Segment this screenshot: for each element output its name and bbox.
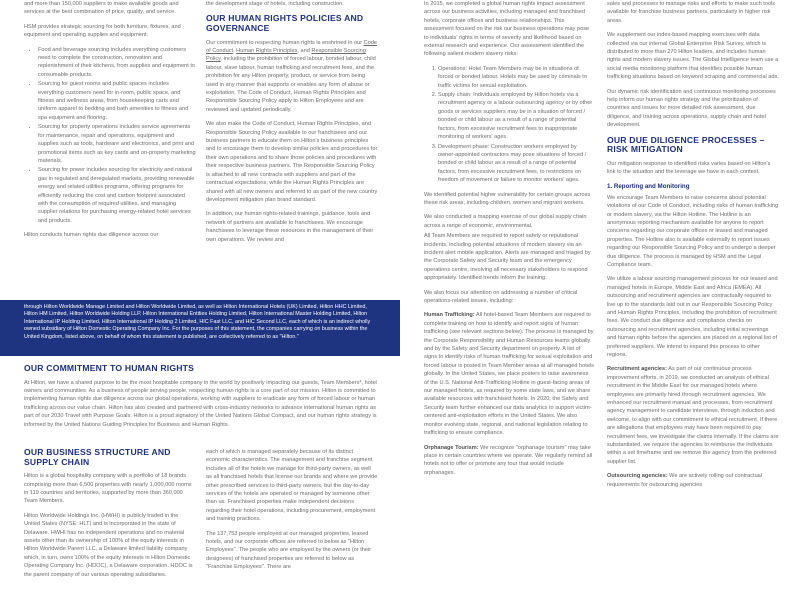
column-2-bottom [206, 448, 378, 600]
column-1-top [24, 0, 196, 300]
band-text: through Hilton Worldwide Manage Limited and Hilton Worldwide Limited, as well as Hilton International Hotels (UK) Limited, Hilton HHC Limited, Hilton HM Limited, Hilton Worldwide Holding LLP, Hilton International Entities Holding Limited, Hilton International Master Holding Limited, Hilton International IP Holding Limited, Hilton International IP Holding 2 Limited, HIC Fast LLC, and HIC Second LLC, each of which is an indirect wholly owned subsidiary of Hilton Domestic Operating Company Inc. For the purposes of this statement, the companies carrying on business within the United Kingdom, listed above, on behalf of whom this statement is published, are collectively referred to as "Hilton." [24, 304, 371, 340]
list-item: 1. Operations: Hotel Team Members may be in situations of forced or bonded labour. Hotels may be used by criminals to traffic victims for sexual exploitation. [438, 65, 594, 90]
recruitment-agencies-label: Recruitment agencies: [607, 366, 667, 373]
paragraph: the development stage of hotels, including construction. [206, 1, 344, 7]
sourcing-list [24, 46, 196, 226]
paragraph: In addition, our human rights-related trainings, guidance, tools and network of partners are available to franchisees. We encourage franchisees to leverage these resources in the management of their own operations. We review and [206, 211, 374, 243]
paragraph-commitment: Our commitment to respecting human rights is enshrined in our Code of Conduct, Human Rights Principles, and Responsible Sourcing Policy, including the prohibition of forced labour, bonded labour, child labour, slave labour, human trafficking and recruitment fees, and the prohibition for any Hilton property, product, or service from being used in any manner that supports or enables any form of abuse or exploitation. The Code of Conduct, Human Rights Principles and Responsible Sourcing Policy apply to Hilton Employees and are reviewed and updated periodically. [206, 39, 378, 113]
paragraph: The 137,753 people employed at our managed properties, leased hotels, and our corporate offices are referred to below as "Hilton Employees". The people who are employed by the owners (or their designees) of franchised properties are referred to below as "Franchise Employees". There are [206, 530, 372, 571]
list-item: • Sourcing for property operations includes service agreements for maintenance, repair and operations, equipment and supplies such as tools, hardware and electronics, and print and promotional items such as key cards and on-property marketing materials. [38, 123, 196, 165]
column-1-bottom [24, 446, 196, 600]
paragraph: each of which is managed separately because of its distinct economic characteristics. The management and franchise segment includes all of the hotels we manage for third-party owners, as well as all franchised hotels that license our brands and where we provide other prescribed services to third-party owners, but the day-to-day services of the hotels are operated or managed by someone other than us. Franchised properties make independent decisions regarding their hotel operations, including procurement, employment and training practices. [206, 449, 378, 523]
code-of-conduct-link[interactable]: Code of Conduct [206, 39, 378, 54]
list-item: 2. Supply chain: Individuals employed by Hilton hotels via a recruitment agency or a labour outsourcing agency or by other goods or services suppliers may be in a situation of forced / bonded or child labour as a result of a range of potential factors, from excessive recruitment fees to inappropriate monitoring of workers' ages. [438, 91, 594, 141]
paragraph: In 2015, we completed a global human rights impact assessment across our business activities, including managed and franchised hotels, corporate offices and business relationships. This assessment focused on the risk our business operations may pose to individuals' rights in terms of severity and likelihood based on external research and experience. Our assessment identified the following salient modern slavery risks: [424, 1, 590, 58]
list-item: • Sourcing for power includes sourcing for electricity and natural gas in regulated and deregulated markets, providing renewable energy and related utilities programs, offering programs for efficiently reducing the cost and carbon footprint associated with the consumption of required utilities, and managing supplier relations for purchasing energy-related hotel services and products. [38, 166, 196, 225]
paragraph: We encourage Team Members to raise concerns about potential violations of our Code of Conduct, including risks of human trafficking or modern slavery, via the Hilton Hotline. The Hotline is an anonymous reporting mechanism available for anyone to report concerns regarding our corporate offices or leased and managed properties. The Hotline also is available externally to report issues regarding our Responsible Sourcing Policy and to undergo a deeper due diligence. The process is managed by HSM and the Legal Compliance team. [607, 194, 779, 268]
list-item: 3. Development phase: Construction workers employed by owner-appointed contractors may pose situations of forced / bonded or child labour as a result of a range of potential factors, from excessive recruitment fees, to restrictions on freedom of movement or failure to monitor workers' ages. [438, 143, 594, 185]
section-heading-structure: OUR BUSINESS STRUCTURE AND SUPPLY CHAIN [24, 447, 171, 467]
paragraph: Our dynamic risk identification and continuous monitoring processes help inform our human rights strategy and the prioritization of countries and issues for more detailed risk assessment, due diligence, and training across operations, supply chain and hotel development. [607, 88, 776, 129]
paragraph-orphanage-tourism: Orphanage Tourism: We recognize "orphanage tourism" may take place in certain countries where we operate. We regularly remind all hotels not to offer or promote any tour that would include orphanages. [424, 444, 593, 476]
paragraph-outsourcing-agencies: Outsourcing agencies: We are actively rolling out contractual requirements for outsourcing agencies [607, 473, 763, 488]
entities-band [0, 300, 400, 356]
human-trafficking-label: Human Trafficking: [424, 312, 475, 319]
paragraph: At Hilton, we have a shared purpose to be the most hospitable company in the world by positively impacting our guests, Team Members*, hotel owners and communities. As a business of people serving people, respecting human rights is a core part of our mission. Hilton is committed to implementing human rights due diligence across our global operations, working with suppliers to eradicate any form of forced labour or human trafficking across our value chain. Hilton has also created and partnered with cross-industry networks to advance international human rights as part of our 2030 Travel with Purpose Goals. Hilton is a proud signatory of the United Nations Global Compact, and our human rights strategy is informed by the United Nations Guiding Principles for Business and Human Rights. [24, 379, 377, 428]
paragraph-recruitment-agencies: Recruitment agencies: As part of our continuous process improvement efforts, in 2019, we conducted an analysis of ethical recruitment in the Middle East for our managed hotels where employees are primarily hired through recruitment agencies. We enhanced our recruitment manual and processes, from recruitment agency management to candidate interviews, through induction and welcome, to align with our commitment to ethical recruitment. If there are allegations that employees may have been required to pay recruitment fees, we investigate the claims internally. If the claims are substantiated, we require the agencies to reimburse the individuals within a set timeframe and we remove the agency from the preferred supplier list. [607, 366, 779, 465]
risk-list [424, 65, 594, 185]
column-2-top [206, 0, 378, 300]
orphanage-tourism-label: Orphanage Tourism: [424, 444, 479, 451]
paragraph: We utilize a labour sourcing management process for our leased and managed hotels in Europe, Middle East and Africa (EMEA). All outsourcing and recruitment agencies are contractually required to live up to the standards laid out in our Responsible Sourcing Policy and Human Rights Principles, including the prohibition of recruitment fees. We conduct due diligence and compliance checks on outsourcing and recruitment agencies, including initial screenings and human rights before the agencies are placed on a regional list of preferred suppliers. We intend to expand this process to other regions. [607, 276, 778, 358]
paragraph: We supplement our index-based mapping exercises with data collected via our internal Global Enterprise Risk Survey, which is distributed to more than 270 Hilton leaders, and includes human rights and modern slavery issues. The Global Intelligence team use a social media monitoring platform that identifies possible human trafficking situations based on keyword scraping and commercial ads. [607, 32, 779, 81]
commitment-section [24, 362, 380, 444]
human-rights-principles-link[interactable]: Human Rights Principles [236, 48, 298, 54]
paragraph: We also make the Code of Conduct, Human Rights Principles, and Responsible Sourcing Policy available to our franchisees and our business partners to educate them on Hilton's business principles and to encourage them to develop similar policies and procedures for their own operations and to share those policies and procedures with their respective business partners. The Responsible Sourcing Policy is attached to all new contracts with suppliers and part of the contractual expectations, while the Human Rights Principles are shared with all new owners and referred to as part of the new country development mitigation plan brand standard. [206, 121, 378, 203]
section-heading-commitment: OUR COMMITMENT TO HUMAN RIGHTS [24, 363, 195, 373]
paragraph: sales and processes to manage risks and efforts to make such tools available for franchise business partners, particularly in higher risk areas. [607, 1, 776, 24]
list-item: • Sourcing for guest rooms and public spaces includes everything customers need for in-room, public space, and fitness and wellness areas, from housekeeping carts and uniform apparel to bedding and bath amenities to fitness and spa equipment and flooring. [38, 80, 196, 122]
paragraph: We also focus our attention on addressing a number of critical operations-related issues, including: [424, 289, 578, 304]
paragraph: Our mitigation response to identified risks varies based on Hilton's link to the situation and the leverage we have in each context. [607, 160, 771, 176]
paragraph: HSM provides strategic sourcing for both furniture, fixtures, and equipment and operating supplies and equipment: [24, 23, 181, 39]
section-heading-policies: OUR HUMAN RIGHTS POLICIES AND GOVERNANCE [206, 13, 364, 33]
list-item: • Food and beverage sourcing includes everything customers need to complete the construction, renovation and replenishment of their kitchens, from supplies and equipment to consumable products. [38, 46, 196, 80]
paragraph: We also conducted a mapping exercise of our global supply chain across a range of economic, environmental, [424, 214, 587, 229]
section-heading-due-diligence: OUR DUE DILIGENCE PROCESSES – RISK MITIGATION [607, 134, 765, 155]
paragraph: and more than 150,000 suppliers to make available goods and services at the best combination of price, quality, and service. [24, 1, 179, 16]
subheading-reporting: 1. Reporting and Monitoring [607, 182, 690, 190]
responsible-sourcing-policy-link[interactable]: Responsible Sourcing Policy [206, 48, 366, 63]
paragraph-human-trafficking: Human Trafficking: All hotel-based Team Members are required to complete training on how to identify and report signs of human trafficking (see relevant sections below). The process is managed by the Corporate Responsibility and Human Resources teams globally and by the Safety and Security department on property. A list of signs to identify risks of human trafficking for sexual exploitation and forced labour is posted in Team Member areas at all managed hotels globally. In the United States, we place posters to raise awareness of the U.S. National Anti-Trafficking Hotline in guest-facing areas of our managed hotels, as required by some state laws, and we share available resources with franchised hotels. In 2020, the Safety and Security team further enhanced our data analytics to support victim-centered anti-exploitation efforts in the United States. We also monitor evolving state, regional, and national legislation relating to trafficking to ensure compliance. [424, 312, 594, 437]
column-3 [424, 0, 594, 600]
paragraph: Hilton conducts human rights due diligence across our [24, 232, 159, 239]
paragraph: All Team Members are required to report safety or reputational incidents, including potential situations of modern slavery via an incident alert mobile application. Alerts are managed and triaged by the Corporate Safety and Security team and the emergency operations centre, involving all necessary stakeholders to respond appropriately. Identified trends inform the training. [424, 233, 591, 282]
paragraph: Hilton Worldwide Holdings Inc. (HWHI) is publicly traded in the United States (NYSE: HLT) and is incorporated in the state of Delaware. HWHI has no independent operations and no material assets other than its ownership of 100% of the equity interests in Hilton Worldwide Parent LLC, a Delaware limited liability company which, in turn, owns 100% of the equity interests in Hilton Domestic Operating Company Inc. (HDOC), a Delaware corporation. HDOC is the parent company of our various operating subsidiaries. [24, 512, 193, 578]
column-4 [607, 0, 779, 600]
paragraph: Hilton is a global hospitality company with a portfolio of 18 brands comprising more than 6,500 properties with nearly 1,000,000 rooms in 119 countries and territories, supported by more than 360,000 Team Members. [24, 473, 192, 505]
outsourcing-agencies-label: Outsourcing agencies: [607, 473, 668, 480]
paragraph: We identified potential higher vulnerability for certain groups across these risk areas, including children, women and migrant workers. [424, 191, 591, 206]
